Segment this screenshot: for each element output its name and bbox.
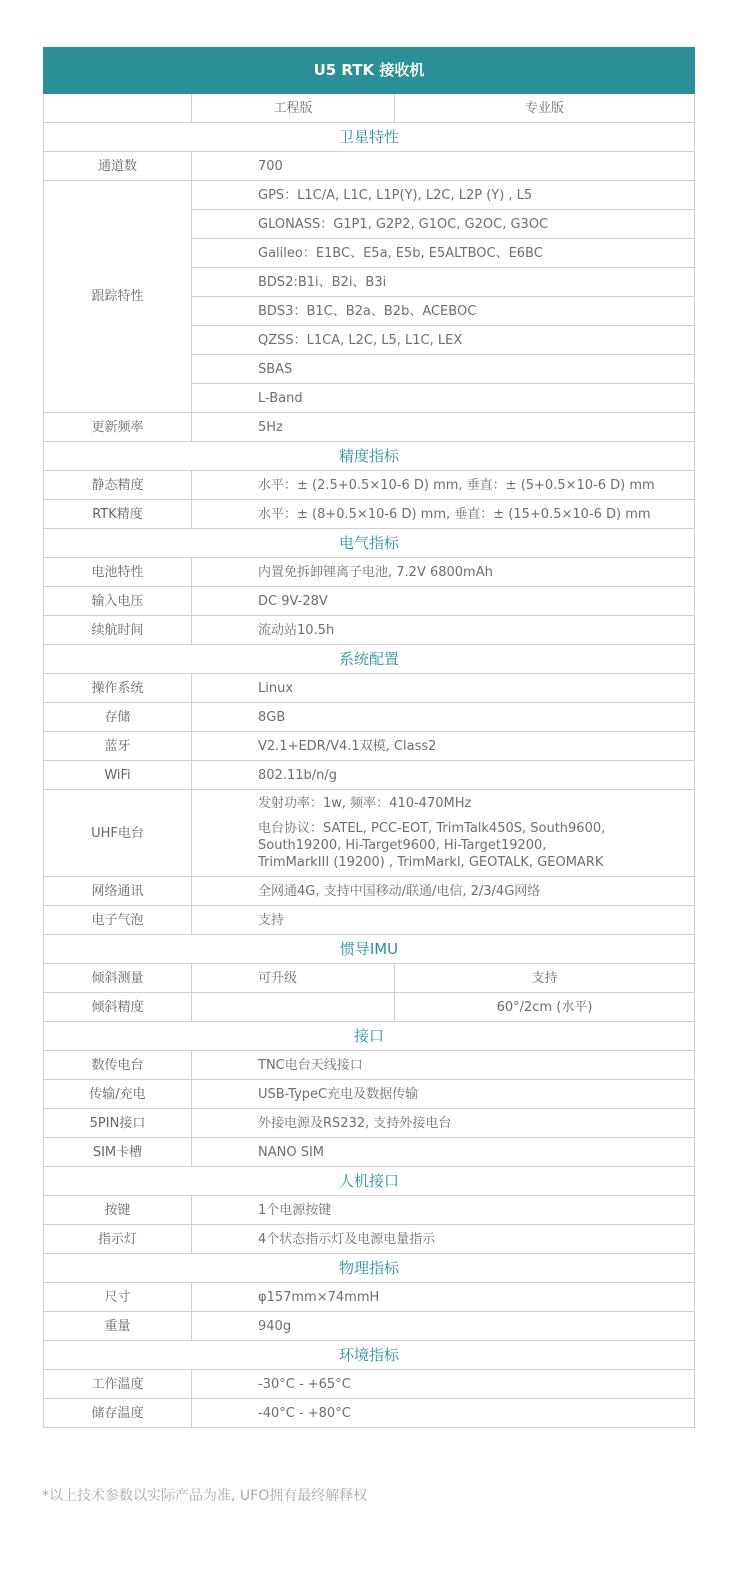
- row-value: 水平：± (2.5+0.5×10-6 D) mm, 垂直：± (5+0.5×10-6 D) mm: [192, 471, 695, 500]
- row-label: UHF电台: [44, 790, 192, 877]
- row-value: 水平：± (8+0.5×10-6 D) mm, 垂直：± (15+0.5×10-6 D) mm: [192, 500, 695, 529]
- row-value: 8GB: [192, 703, 695, 732]
- imu-professional-value: 60°/2cm (水平): [395, 993, 695, 1022]
- row-value: -30°C - +65°C: [192, 1370, 695, 1399]
- footnote: *以上技术参数以实际产品为准, UFO拥有最终解释权: [42, 1488, 368, 1504]
- row-label: 指示灯: [44, 1225, 192, 1254]
- row-value: -40°C - +80°C: [192, 1399, 695, 1428]
- uhf-power: 发射功率：1w, 频率：410-470MHz: [258, 796, 472, 811]
- table-row: [44, 587, 695, 616]
- row-value: 内置免拆卸锂离子电池, 7.2V 6800mAh: [192, 558, 695, 587]
- tracking-lband: L-Band: [192, 384, 695, 413]
- row-label: 5PIN接口: [44, 1109, 192, 1138]
- table-row: [44, 1312, 695, 1341]
- row-value: 940g: [192, 1312, 695, 1341]
- table-row: [44, 993, 695, 1022]
- uhf-protocol-line: TrimMarkIII (19200) , TrimMarkl, GEOTALK, GEOMARK: [258, 855, 604, 870]
- version-engineering: 工程版: [192, 94, 395, 123]
- table-row: [44, 1283, 695, 1312]
- row-label: 蓝牙: [44, 732, 192, 761]
- table-row: [44, 500, 695, 529]
- row-label: 跟踪特性: [44, 181, 192, 413]
- spec-table: [43, 47, 695, 1428]
- table-row: [44, 703, 695, 732]
- section-hmi: 人机接口: [44, 1167, 695, 1196]
- row-label: WiFi: [44, 761, 192, 790]
- table-row: [44, 1138, 695, 1167]
- row-label: 重量: [44, 1312, 192, 1341]
- imu-professional-value: 支持: [395, 964, 695, 993]
- row-label: 储存温度: [44, 1399, 192, 1428]
- section-row: [44, 1022, 695, 1051]
- row-label: 按键: [44, 1196, 192, 1225]
- table-row: [44, 471, 695, 500]
- tracking-bds3: BDS3：B1C、B2a、B2b、ACEBOC: [192, 297, 695, 326]
- row-label: 工作温度: [44, 1370, 192, 1399]
- section-satellite: 卫星特性: [44, 123, 695, 152]
- row-value: φ157mm×74mmH: [192, 1283, 695, 1312]
- section-row: [44, 442, 695, 471]
- table-row: [44, 1109, 695, 1138]
- table-header-row: [44, 48, 695, 94]
- section-row: [44, 1341, 695, 1370]
- section-precision: 精度指标: [44, 442, 695, 471]
- tracking-sbas: SBAS: [192, 355, 695, 384]
- version-professional: 专业版: [395, 94, 695, 123]
- table-row: [44, 1196, 695, 1225]
- imu-engineering-value: [192, 993, 395, 1022]
- version-row: [44, 94, 695, 123]
- tracking-glonass: GLONASS：G1P1, G2P2, G1OC, G2OC, G3OC: [192, 210, 695, 239]
- tracking-qzss: QZSS：L1CA, L2C, L5, L1C, LEX: [192, 326, 695, 355]
- table-row: [44, 1370, 695, 1399]
- imu-engineering-value: 可升级: [192, 964, 395, 993]
- section-interface: 接口: [44, 1022, 695, 1051]
- row-label: SIM卡槽: [44, 1138, 192, 1167]
- row-value: 外接电源及RS232, 支持外接电台: [192, 1109, 695, 1138]
- table-row: [44, 181, 695, 210]
- row-value: 全网通4G, 支持中国移动/联通/电信, 2/3/4G网络: [192, 877, 695, 906]
- row-value: 支持: [192, 906, 695, 935]
- row-label: 存储: [44, 703, 192, 732]
- row-value: V2.1+EDR/V4.1双模, Class2: [192, 732, 695, 761]
- table-row: [44, 1225, 695, 1254]
- section-environment: 环境指标: [44, 1341, 695, 1370]
- table-row: [44, 1051, 695, 1080]
- row-value: 802.11b/n/g: [192, 761, 695, 790]
- row-value: NANO SIM: [192, 1138, 695, 1167]
- row-label: 更新频率: [44, 413, 192, 442]
- section-system: 系统配置: [44, 645, 695, 674]
- tracking-bds2: BDS2:B1i、B2i、B3i: [192, 268, 695, 297]
- section-row: [44, 1167, 695, 1196]
- table-row: [44, 761, 695, 790]
- table-row: [44, 1399, 695, 1428]
- row-label: 输入电压: [44, 587, 192, 616]
- table-row: [44, 964, 695, 993]
- row-label: 倾斜精度: [44, 993, 192, 1022]
- row-value: 4个状态指示灯及电源电量指示: [192, 1225, 695, 1254]
- table-row: [44, 413, 695, 442]
- table-row: [44, 906, 695, 935]
- table-title: U5 RTK 接收机: [44, 48, 695, 94]
- row-value: USB-TypeC充电及数据传输: [192, 1080, 695, 1109]
- table-row: [44, 790, 695, 877]
- table-row: [44, 877, 695, 906]
- row-label: 网络通讯: [44, 877, 192, 906]
- section-imu: 惯导IMU: [44, 935, 695, 964]
- table-row: [44, 616, 695, 645]
- version-empty-cell: [44, 94, 192, 123]
- row-value: 1个电源按键: [192, 1196, 695, 1225]
- row-label: 倾斜测量: [44, 964, 192, 993]
- row-value: TNC电台天线接口: [192, 1051, 695, 1080]
- section-row: [44, 529, 695, 558]
- section-electrical: 电气指标: [44, 529, 695, 558]
- uhf-gap: [258, 812, 694, 820]
- row-label: 续航时间: [44, 616, 192, 645]
- row-label: 通道数: [44, 152, 192, 181]
- section-row: [44, 645, 695, 674]
- table-row: [44, 732, 695, 761]
- uhf-value: [192, 790, 695, 877]
- row-label: 静态精度: [44, 471, 192, 500]
- row-label: 操作系统: [44, 674, 192, 703]
- table-row: [44, 152, 695, 181]
- table-row: [44, 558, 695, 587]
- tracking-galileo: Galileo：E1BC、E5a, E5b, E5ALTBOC、E6BC: [192, 239, 695, 268]
- tracking-gps: GPS：L1C/A, L1C, L1P(Y), L2C, L2P (Y) , L5: [192, 181, 695, 210]
- row-label: RTK精度: [44, 500, 192, 529]
- row-value: Linux: [192, 674, 695, 703]
- row-label: 电池特性: [44, 558, 192, 587]
- row-label: 尺寸: [44, 1283, 192, 1312]
- table-row: [44, 674, 695, 703]
- row-value: DC 9V-28V: [192, 587, 695, 616]
- row-label: 数传电台: [44, 1051, 192, 1080]
- section-row: [44, 935, 695, 964]
- section-row: [44, 123, 695, 152]
- section-physical: 物理指标: [44, 1254, 695, 1283]
- row-label: 电子气泡: [44, 906, 192, 935]
- row-label: 传输/充电: [44, 1080, 192, 1109]
- row-value: 流动站10.5h: [192, 616, 695, 645]
- row-value: 700: [192, 152, 695, 181]
- section-row: [44, 1254, 695, 1283]
- uhf-protocol-line: 电台协议：SATEL, PCC-EOT, TrimTalk450S, South9600,: [258, 821, 606, 836]
- table-row: [44, 1080, 695, 1109]
- uhf-protocol-line: South19200, Hi-Target9600, Hi-Target19200,: [258, 838, 547, 853]
- row-value: 5Hz: [192, 413, 695, 442]
